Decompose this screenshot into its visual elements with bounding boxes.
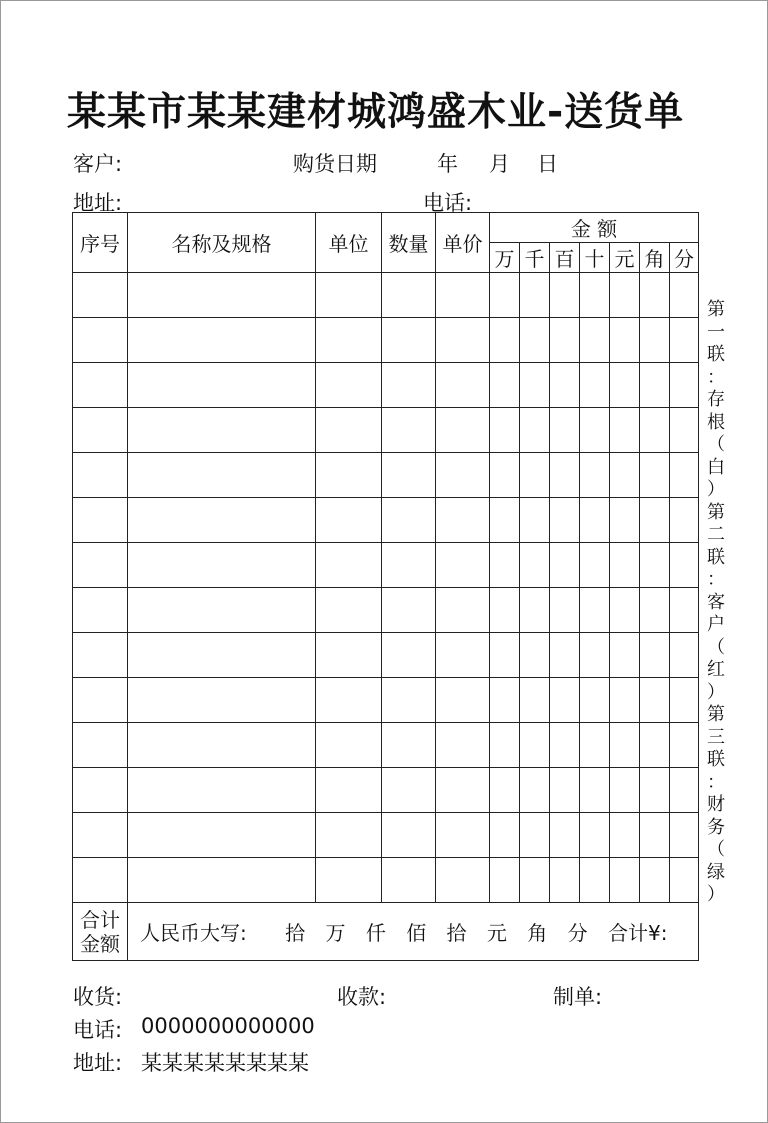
side-char: ） xyxy=(707,884,725,905)
table-cell[interactable] xyxy=(640,453,670,498)
side-char: ） xyxy=(707,479,725,500)
table-cell[interactable] xyxy=(580,543,610,588)
side-char: 存 xyxy=(707,389,725,410)
side-char: 白 xyxy=(707,456,725,478)
side-char: 第 xyxy=(707,501,725,523)
total-sum-label: 合计¥: xyxy=(607,921,668,945)
amount-unit-jiao: 角 xyxy=(640,243,670,273)
table-row xyxy=(73,408,699,453)
table-cell[interactable] xyxy=(580,318,610,363)
table-cell[interactable] xyxy=(610,678,640,723)
table-cell[interactable] xyxy=(382,678,436,723)
amount-unit-wan: 万 xyxy=(490,243,520,273)
table-cell[interactable] xyxy=(520,678,550,723)
footer-phone-value: 0000000000000 xyxy=(141,1014,315,1038)
table-cell[interactable] xyxy=(316,723,382,768)
side-char: 客 xyxy=(707,591,725,613)
items-table xyxy=(72,212,699,961)
amount-unit-shi: 十 xyxy=(580,243,610,273)
amount-unit-yuan: 元 xyxy=(610,243,640,273)
table-cell[interactable] xyxy=(128,678,316,723)
table-cell[interactable] xyxy=(128,813,316,858)
side-char: （ xyxy=(707,434,725,455)
table-cell[interactable] xyxy=(610,273,640,318)
table-cell[interactable] xyxy=(550,678,580,723)
table-cell[interactable] xyxy=(520,633,550,678)
table-cell[interactable] xyxy=(640,543,670,588)
side-char: 第 xyxy=(707,299,725,320)
month-label: 月 xyxy=(489,152,510,176)
side-char: （ xyxy=(707,636,725,658)
table-cell[interactable] xyxy=(580,363,610,408)
table-cell[interactable] xyxy=(610,543,640,588)
words-unit: 仟 xyxy=(365,921,386,945)
table-cell[interactable] xyxy=(640,273,670,318)
table-cell[interactable] xyxy=(550,543,580,588)
table-cell[interactable] xyxy=(550,588,580,633)
table-cell[interactable] xyxy=(73,768,128,813)
table-cell[interactable] xyxy=(550,273,580,318)
table-cell[interactable] xyxy=(436,543,490,588)
col-header-price: 单价 xyxy=(436,213,490,273)
table-cell[interactable] xyxy=(670,273,699,318)
table-cell[interactable] xyxy=(490,633,520,678)
table-cell[interactable] xyxy=(640,813,670,858)
table-row xyxy=(73,543,699,588)
table-cell[interactable] xyxy=(520,453,550,498)
total-label-line2: 金额 xyxy=(80,931,120,956)
table-cell[interactable] xyxy=(382,318,436,363)
table-cell[interactable] xyxy=(436,723,490,768)
table-cell[interactable] xyxy=(128,543,316,588)
table-cell[interactable] xyxy=(128,768,316,813)
table-cell[interactable] xyxy=(640,768,670,813)
table-cell[interactable] xyxy=(316,768,382,813)
words-unit: 角 xyxy=(527,921,548,945)
receive-label: 收货: xyxy=(73,985,123,1009)
table-cell[interactable] xyxy=(550,768,580,813)
table-cell[interactable] xyxy=(316,858,382,903)
table-cell[interactable] xyxy=(670,363,699,408)
table-cell[interactable] xyxy=(610,408,640,453)
table-cell[interactable] xyxy=(436,678,490,723)
table-row xyxy=(73,768,699,813)
table-cell[interactable] xyxy=(436,453,490,498)
side-char: 绿 xyxy=(707,861,725,883)
table-cell[interactable] xyxy=(550,498,580,543)
table-cell[interactable] xyxy=(436,858,490,903)
table-row xyxy=(73,723,699,768)
table-cell[interactable] xyxy=(382,408,436,453)
table-cell[interactable] xyxy=(670,678,699,723)
table-cell[interactable] xyxy=(670,453,699,498)
table-cell[interactable] xyxy=(128,498,316,543)
footer-address-value: 某某某某某某某某 xyxy=(141,1051,309,1075)
table-cell[interactable] xyxy=(128,588,316,633)
table-cell[interactable] xyxy=(640,723,670,768)
side-char: 联 xyxy=(707,749,725,770)
side-char: 根 xyxy=(707,411,725,433)
table-cell[interactable] xyxy=(490,768,520,813)
table-cell[interactable] xyxy=(520,318,550,363)
table-cell[interactable] xyxy=(670,723,699,768)
table-cell[interactable] xyxy=(128,363,316,408)
table-cell[interactable] xyxy=(670,813,699,858)
table-cell[interactable] xyxy=(128,318,316,363)
table-cell[interactable] xyxy=(640,498,670,543)
col-header-index: 序号 xyxy=(73,213,128,273)
table-cell[interactable] xyxy=(580,588,610,633)
table-cell[interactable] xyxy=(640,588,670,633)
side-char: 联 xyxy=(707,344,725,365)
table-cell[interactable] xyxy=(550,858,580,903)
side-char: 第 xyxy=(707,704,725,725)
table-cell[interactable] xyxy=(490,453,520,498)
table-cell[interactable] xyxy=(436,633,490,678)
total-amount-label xyxy=(73,903,128,961)
table-cell[interactable] xyxy=(436,498,490,543)
table-cell[interactable] xyxy=(316,543,382,588)
table-cell[interactable] xyxy=(490,813,520,858)
table-cell[interactable] xyxy=(520,588,550,633)
table-cell[interactable] xyxy=(520,543,550,588)
table-cell[interactable] xyxy=(73,858,128,903)
day-label: 日 xyxy=(537,152,558,176)
table-cell[interactable] xyxy=(73,678,128,723)
table-cell[interactable] xyxy=(490,588,520,633)
side-char: ： xyxy=(707,771,725,793)
table-cell[interactable] xyxy=(490,858,520,903)
table-cell[interactable] xyxy=(316,588,382,633)
table-cell[interactable] xyxy=(436,273,490,318)
table-cell[interactable] xyxy=(316,678,382,723)
table-cell[interactable] xyxy=(316,318,382,363)
table-cell[interactable] xyxy=(640,318,670,363)
side-char: 三 xyxy=(707,726,725,748)
table-cell[interactable] xyxy=(382,588,436,633)
side-char: ： xyxy=(707,569,725,590)
table-cell[interactable] xyxy=(382,543,436,588)
table-cell[interactable] xyxy=(550,408,580,453)
table-cell[interactable] xyxy=(382,768,436,813)
table-cell[interactable] xyxy=(73,723,128,768)
table-cell[interactable] xyxy=(550,453,580,498)
amount-in-words xyxy=(128,903,699,961)
table-cell[interactable] xyxy=(610,768,640,813)
col-header-quantity: 数量 xyxy=(382,213,436,273)
table-cell[interactable] xyxy=(520,768,550,813)
copy-distribution-note xyxy=(704,299,728,907)
table-cell[interactable] xyxy=(580,273,610,318)
side-char: 财 xyxy=(707,794,725,815)
rmb-label: 人民币大写: xyxy=(140,921,247,945)
table-cell[interactable] xyxy=(128,858,316,903)
table-cell[interactable] xyxy=(580,768,610,813)
table-cell[interactable] xyxy=(490,543,520,588)
table-cell[interactable] xyxy=(382,453,436,498)
col-header-name: 名称及规格 xyxy=(128,213,316,273)
table-cell[interactable] xyxy=(670,633,699,678)
table-cell[interactable] xyxy=(520,498,550,543)
table-cell[interactable] xyxy=(128,453,316,498)
table-cell[interactable] xyxy=(436,813,490,858)
table-cell[interactable] xyxy=(520,723,550,768)
words-unit: 拾 xyxy=(285,921,306,945)
words-unit: 元 xyxy=(486,921,507,945)
table-cell[interactable] xyxy=(610,453,640,498)
side-char: 二 xyxy=(707,524,725,545)
maker-label: 制单: xyxy=(553,985,603,1009)
amount-unit-fen: 分 xyxy=(670,243,699,273)
table-cell[interactable] xyxy=(73,588,128,633)
table-cell[interactable] xyxy=(520,408,550,453)
table-cell[interactable] xyxy=(520,813,550,858)
payment-label: 收款: xyxy=(337,985,387,1009)
table-cell[interactable] xyxy=(73,408,128,453)
table-cell[interactable] xyxy=(610,633,640,678)
table-cell[interactable] xyxy=(580,678,610,723)
table-cell[interactable] xyxy=(670,318,699,363)
table-row xyxy=(73,633,699,678)
table-cell[interactable] xyxy=(73,498,128,543)
table-cell[interactable] xyxy=(610,813,640,858)
table-cell[interactable] xyxy=(128,723,316,768)
purchase-date-label: 购货日期 xyxy=(293,152,377,176)
table-cell[interactable] xyxy=(73,543,128,588)
year-label: 年 xyxy=(437,152,458,176)
table-cell[interactable] xyxy=(550,723,580,768)
side-char: 一 xyxy=(707,321,725,343)
table-cell[interactable] xyxy=(316,633,382,678)
phone-label: 电话: xyxy=(423,191,473,215)
table-row xyxy=(73,588,699,633)
table-cell[interactable] xyxy=(382,858,436,903)
table-row xyxy=(73,363,699,408)
table-cell[interactable] xyxy=(670,408,699,453)
table-cell[interactable] xyxy=(73,633,128,678)
side-char: 户 xyxy=(707,614,725,635)
table-cell[interactable] xyxy=(73,363,128,408)
table-cell[interactable] xyxy=(73,813,128,858)
table-cell[interactable] xyxy=(640,363,670,408)
table-cell[interactable] xyxy=(490,723,520,768)
footer-phone-label: 电话: xyxy=(73,1018,123,1042)
table-cell[interactable] xyxy=(316,408,382,453)
table-cell[interactable] xyxy=(670,768,699,813)
table-cell[interactable] xyxy=(550,633,580,678)
table-cell[interactable] xyxy=(382,363,436,408)
table-cell[interactable] xyxy=(610,588,640,633)
table-cell[interactable] xyxy=(580,858,610,903)
side-char: 红 xyxy=(707,659,725,680)
table-row xyxy=(73,498,699,543)
footer-address-label: 地址: xyxy=(73,1051,123,1075)
customer-label: 客户: xyxy=(73,152,123,176)
table-cell[interactable] xyxy=(316,498,382,543)
amount-unit-bai: 百 xyxy=(550,243,580,273)
table-cell[interactable] xyxy=(580,453,610,498)
table-cell[interactable] xyxy=(640,408,670,453)
address-label: 地址: xyxy=(73,191,123,215)
table-cell[interactable] xyxy=(316,363,382,408)
table-cell[interactable] xyxy=(550,813,580,858)
table-cell[interactable] xyxy=(490,273,520,318)
table-cell[interactable] xyxy=(490,318,520,363)
table-cell[interactable] xyxy=(382,813,436,858)
table-cell[interactable] xyxy=(520,858,550,903)
words-unit: 佰 xyxy=(406,921,427,945)
table-row xyxy=(73,678,699,723)
table-cell[interactable] xyxy=(610,858,640,903)
table-row xyxy=(73,453,699,498)
table-cell[interactable] xyxy=(640,858,670,903)
table-cell[interactable] xyxy=(520,273,550,318)
table-cell[interactable] xyxy=(670,858,699,903)
table-cell[interactable] xyxy=(436,408,490,453)
table-cell[interactable] xyxy=(670,588,699,633)
table-cell[interactable] xyxy=(382,273,436,318)
table-cell[interactable] xyxy=(316,813,382,858)
table-cell[interactable] xyxy=(316,273,382,318)
table-cell[interactable] xyxy=(670,543,699,588)
table-cell[interactable] xyxy=(128,273,316,318)
table-cell[interactable] xyxy=(382,633,436,678)
table-cell[interactable] xyxy=(73,318,128,363)
total-label-line1: 合计 xyxy=(80,907,120,932)
table-cell[interactable] xyxy=(610,723,640,768)
table-cell[interactable] xyxy=(580,408,610,453)
table-cell[interactable] xyxy=(490,678,520,723)
table-cell[interactable] xyxy=(128,408,316,453)
table-cell[interactable] xyxy=(580,633,610,678)
table-cell[interactable] xyxy=(580,498,610,543)
table-cell[interactable] xyxy=(436,318,490,363)
table-cell[interactable] xyxy=(436,363,490,408)
table-cell[interactable] xyxy=(580,813,610,858)
table-cell[interactable] xyxy=(520,363,550,408)
table-cell[interactable] xyxy=(640,633,670,678)
table-row xyxy=(73,273,699,318)
table-cell[interactable] xyxy=(610,498,640,543)
table-cell[interactable] xyxy=(316,453,382,498)
table-row xyxy=(73,858,699,903)
table-cell[interactable] xyxy=(436,768,490,813)
table-cell[interactable] xyxy=(382,498,436,543)
side-char: ） xyxy=(707,681,725,703)
col-header-unit: 单位 xyxy=(316,213,382,273)
table-cell[interactable] xyxy=(382,723,436,768)
table-cell[interactable] xyxy=(640,678,670,723)
table-cell[interactable] xyxy=(490,363,520,408)
table-cell[interactable] xyxy=(73,273,128,318)
words-unit: 万 xyxy=(325,921,346,945)
table-cell[interactable] xyxy=(73,453,128,498)
col-header-amount: 金 额 xyxy=(490,213,699,243)
side-char: ： xyxy=(707,366,725,388)
table-cell[interactable] xyxy=(670,498,699,543)
table-cell[interactable] xyxy=(550,363,580,408)
table-cell[interactable] xyxy=(490,498,520,543)
side-char: 联 xyxy=(707,546,725,568)
table-cell[interactable] xyxy=(490,408,520,453)
table-cell[interactable] xyxy=(610,318,640,363)
words-unit: 分 xyxy=(567,921,588,945)
table-row xyxy=(73,318,699,363)
document-title: 某某市某某建材城鸿盛木业-送货单 xyxy=(67,90,685,135)
side-char: 务 xyxy=(707,816,725,838)
words-unit: 拾 xyxy=(446,921,467,945)
amount-unit-qian: 千 xyxy=(520,243,550,273)
side-char: （ xyxy=(707,839,725,860)
table-cell[interactable] xyxy=(580,723,610,768)
table-cell[interactable] xyxy=(436,588,490,633)
table-row xyxy=(73,813,699,858)
table-cell[interactable] xyxy=(128,633,316,678)
table-cell[interactable] xyxy=(550,318,580,363)
table-cell[interactable] xyxy=(610,363,640,408)
